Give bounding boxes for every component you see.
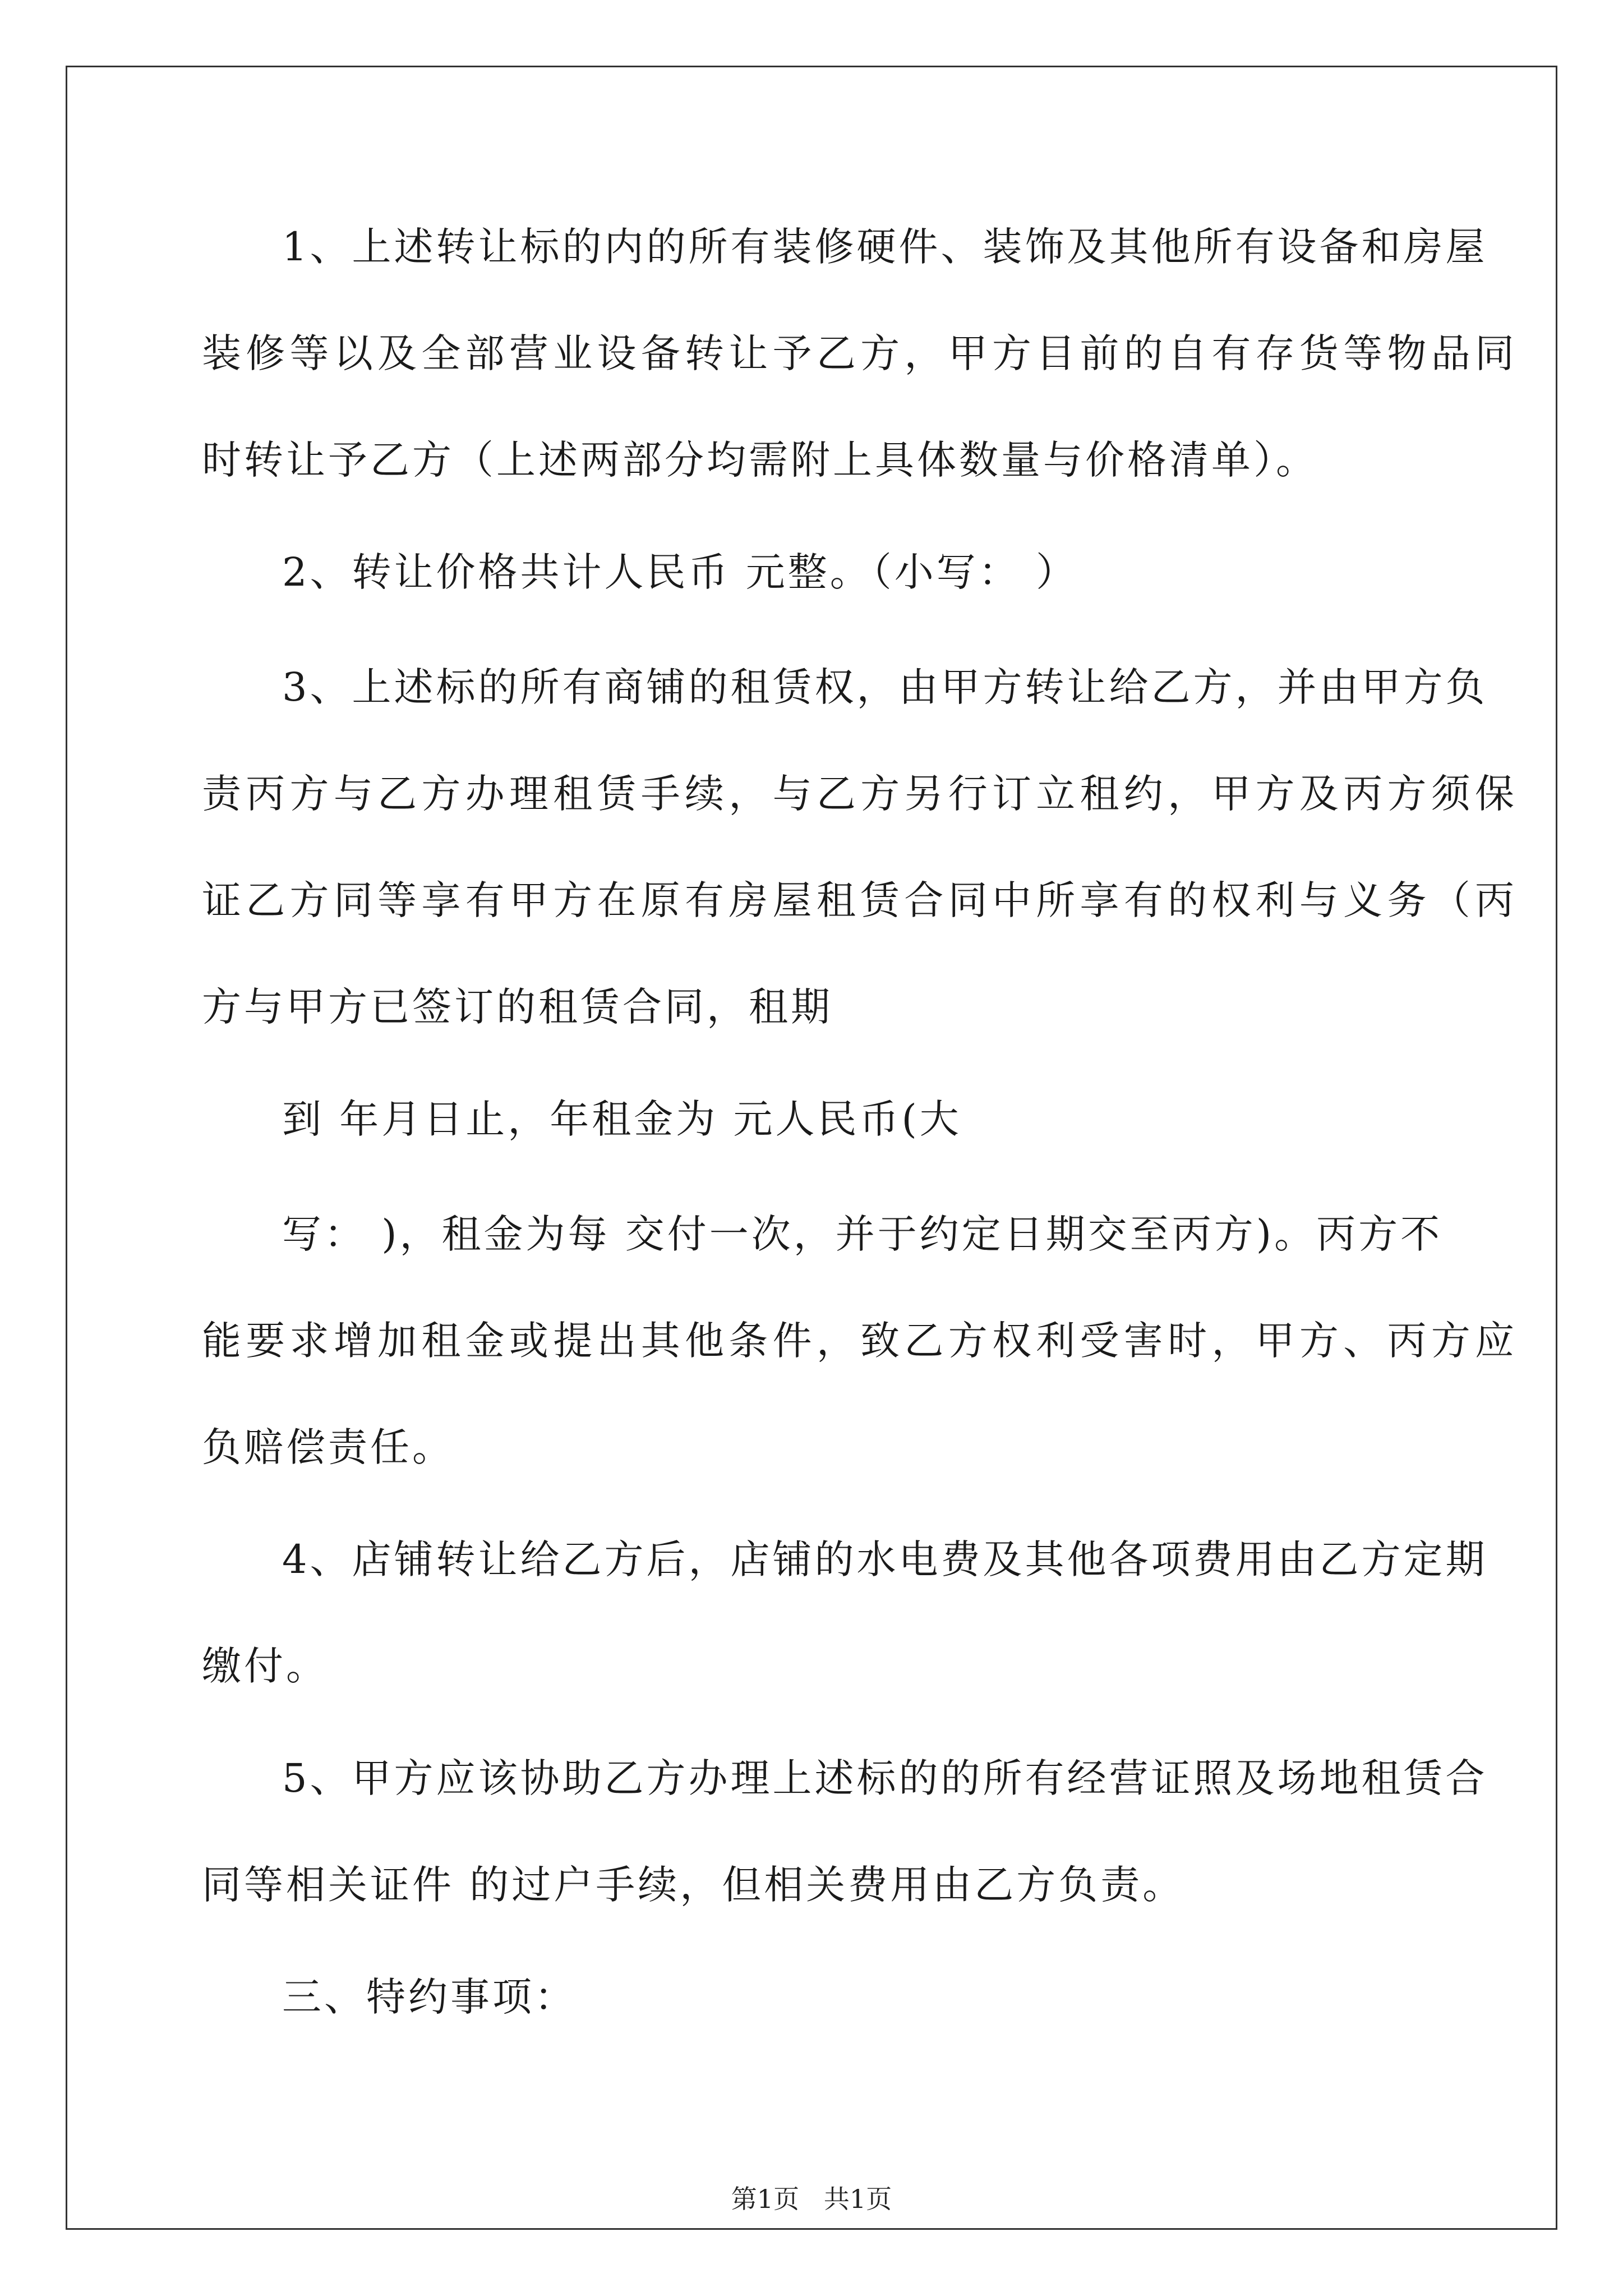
paragraph-3-line-5: 到 年月日止，年租金为 元人民币(大 (282, 1096, 962, 1142)
paragraph-3-line-3: 证乙方同等享有甲方在原有房屋租赁合同中所享有的权利与义务（丙 (202, 877, 1514, 923)
paragraph-5-line-2: 同等相关证件 的过户手续，但相关费用由乙方负责。 (202, 1862, 1185, 1908)
page-frame (66, 66, 1557, 2230)
paragraph-3-line-4: 方与甲方已签订的租赁合同，租期 (202, 984, 833, 1030)
paragraph-5-line-1: 5、甲方应该协助乙方办理上述标的的所有经营证照及场地租赁合 (282, 1755, 1488, 1801)
paragraph-1-line-2: 装修等以及全部营业设备转让予乙方，甲方目前的自有存货等物品同 (202, 330, 1514, 376)
paragraph-4-line-2: 缴付。 (202, 1643, 328, 1689)
section-heading-special-terms: 三、特约事项： (282, 1974, 577, 2020)
paragraph-3-line-6: 写： )，租金为每 交付一次，并于约定日期交至丙方)。丙方不 (282, 1211, 1443, 1257)
paragraph-4-line-1: 4、店铺转让给乙方后，店铺的水电费及其他各项费用由乙方定期 (282, 1536, 1488, 1582)
paragraph-3-line-1: 3、上述标的所有商铺的租赁权，由甲方转让给乙方，并由甲方负 (282, 664, 1488, 710)
paragraph-3-line-2: 责丙方与乙方办理租赁手续，与乙方另行订立租约，甲方及丙方须保 (202, 771, 1514, 817)
paragraph-1-line-1: 1、上述转让标的内的所有装修硬件、装饰及其他所有设备和房屋 (282, 224, 1488, 270)
paragraph-3-line-8: 负赔偿责任。 (202, 1424, 454, 1470)
paragraph-3-line-7: 能要求增加租金或提出其他条件，致乙方权利受害时，甲方、丙方应 (202, 1318, 1514, 1364)
page-number-footer: 第1页 共1页 (731, 2184, 892, 2214)
paragraph-1-line-3: 时转让予乙方（上述两部分均需附上具体数量与价格清单）。 (202, 437, 1318, 483)
paragraph-2-line-1: 2、转让价格共计人民币 元整。（小写： ） (282, 549, 1078, 595)
